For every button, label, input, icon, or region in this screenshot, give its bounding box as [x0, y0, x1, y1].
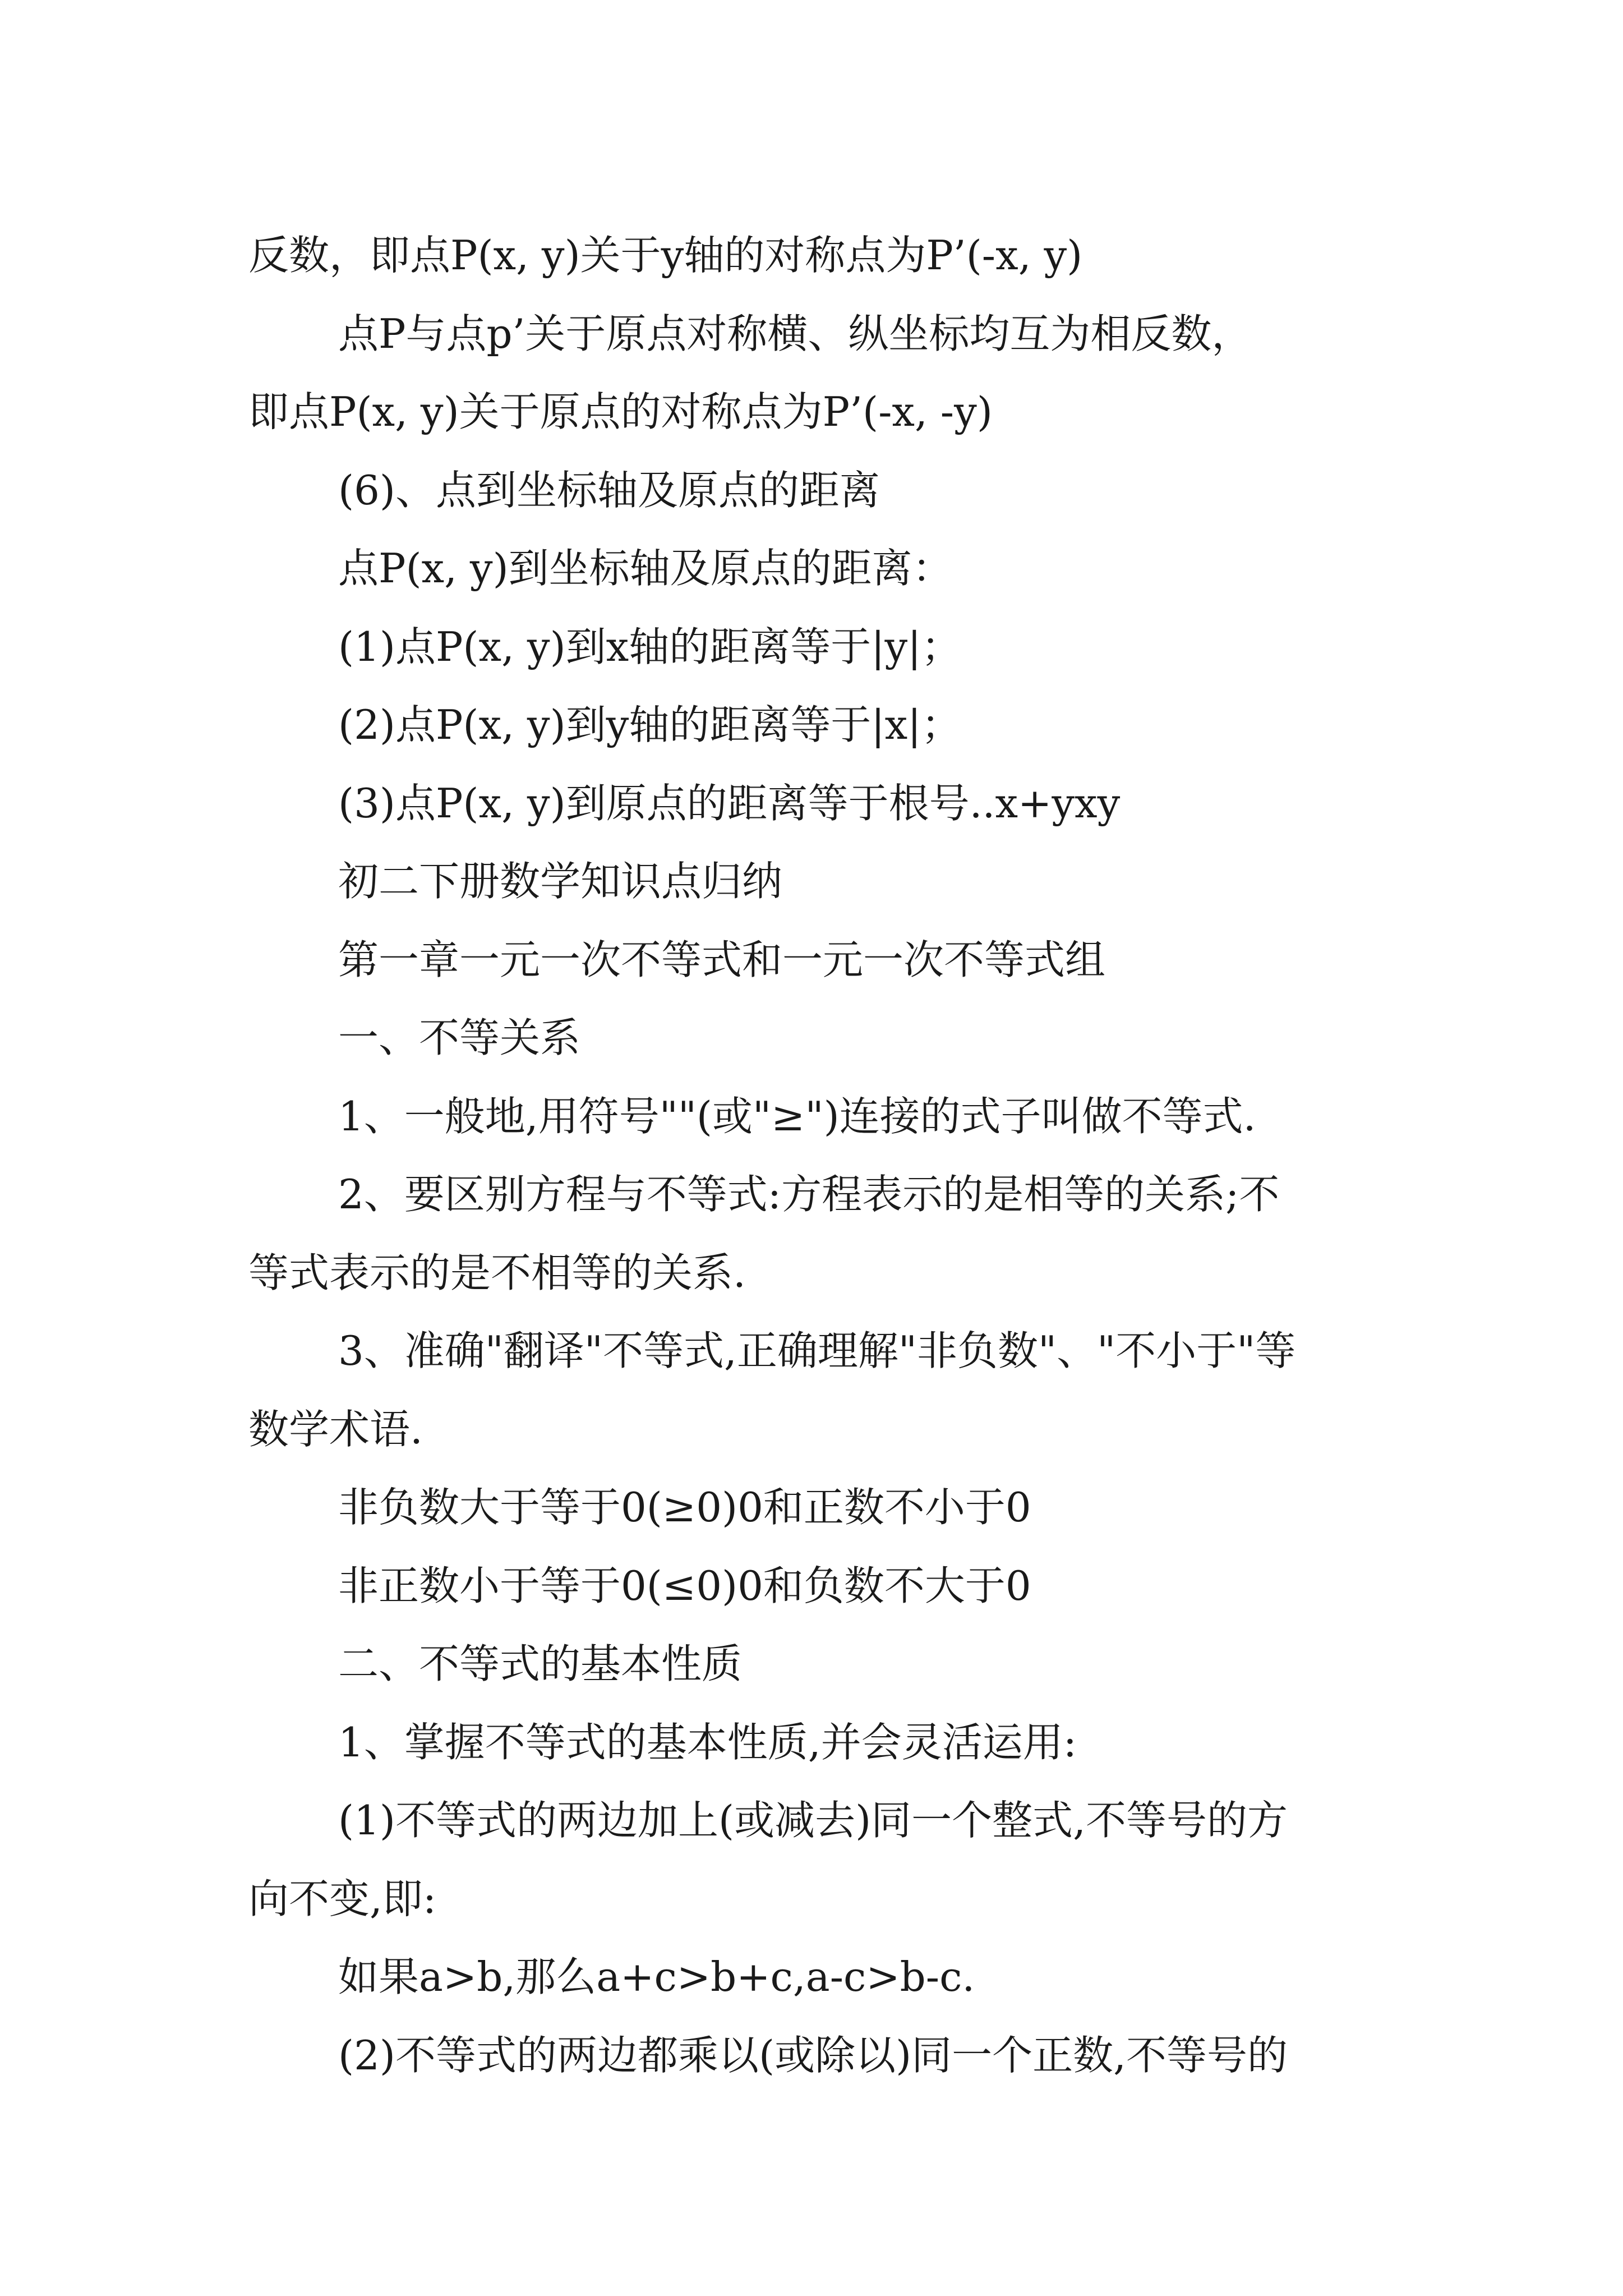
- text-line: 反数，即点P(x, y)关于y轴的对称点为P’(-x, y): [248, 232, 1083, 279]
- document-title: 初二下册数学知识点归纳: [338, 858, 783, 905]
- text-line: 等式表示的是不相等的关系.: [248, 1249, 746, 1296]
- list-item: 2、要区别方程与不等式:方程表示的是相等的关系;不: [338, 1171, 1280, 1218]
- text-line: 数学术语.: [248, 1405, 423, 1453]
- section-heading: 二、不等式的基本性质: [338, 1640, 743, 1687]
- list-item: (1)不等式的两边加上(或减去)同一个整式,不等号的方: [338, 1797, 1288, 1844]
- list-item: 1、掌握不等式的基本性质,并会灵活运用:: [338, 1718, 1077, 1766]
- text-line: 非负数大于等于0(≥0)0和正数不小于0: [338, 1484, 1031, 1531]
- section-heading: (6)、点到坐标轴及原点的距离: [338, 466, 880, 514]
- list-item: 3、准确"翻译"不等式,正确理解"非负数"、"不小于"等: [338, 1327, 1296, 1374]
- list-item: (2)点P(x, y)到y轴的距离等于|x|；: [338, 701, 962, 748]
- document-body: [248, 217, 1404, 2095]
- list-item: (2)不等式的两边都乘以(或除以)同一个正数,不等号的: [338, 2031, 1288, 2079]
- text-line: 向不变,即:: [248, 1875, 437, 1922]
- list-item: 1、一般地,用符号""(或"≥")连接的式子叫做不等式.: [338, 1092, 1256, 1140]
- text-line: 非正数小于等于0(≤0)0和负数不大于0: [338, 1562, 1031, 1609]
- chapter-heading: 第一章一元一次不等式和一元一次不等式组: [338, 936, 1106, 983]
- text-line: 点P(x, y)到坐标轴及原点的距离：: [338, 545, 953, 592]
- list-item: (1)点P(x, y)到x轴的距离等于|y|；: [338, 623, 962, 670]
- text-line: 即点P(x, y)关于原点的对称点为P’(-x, -y): [248, 388, 993, 435]
- list-item: (3)点P(x, y)到原点的距离等于根号..x+yxy: [338, 779, 1121, 827]
- text-line: 如果a>b,那么a+c>b+c,a-c>b-c.: [338, 1953, 975, 2000]
- section-heading: 一、不等关系: [338, 1014, 581, 1061]
- text-line: 点P与点p’关于原点对称横、纵坐标均互为相反数，: [338, 310, 1252, 357]
